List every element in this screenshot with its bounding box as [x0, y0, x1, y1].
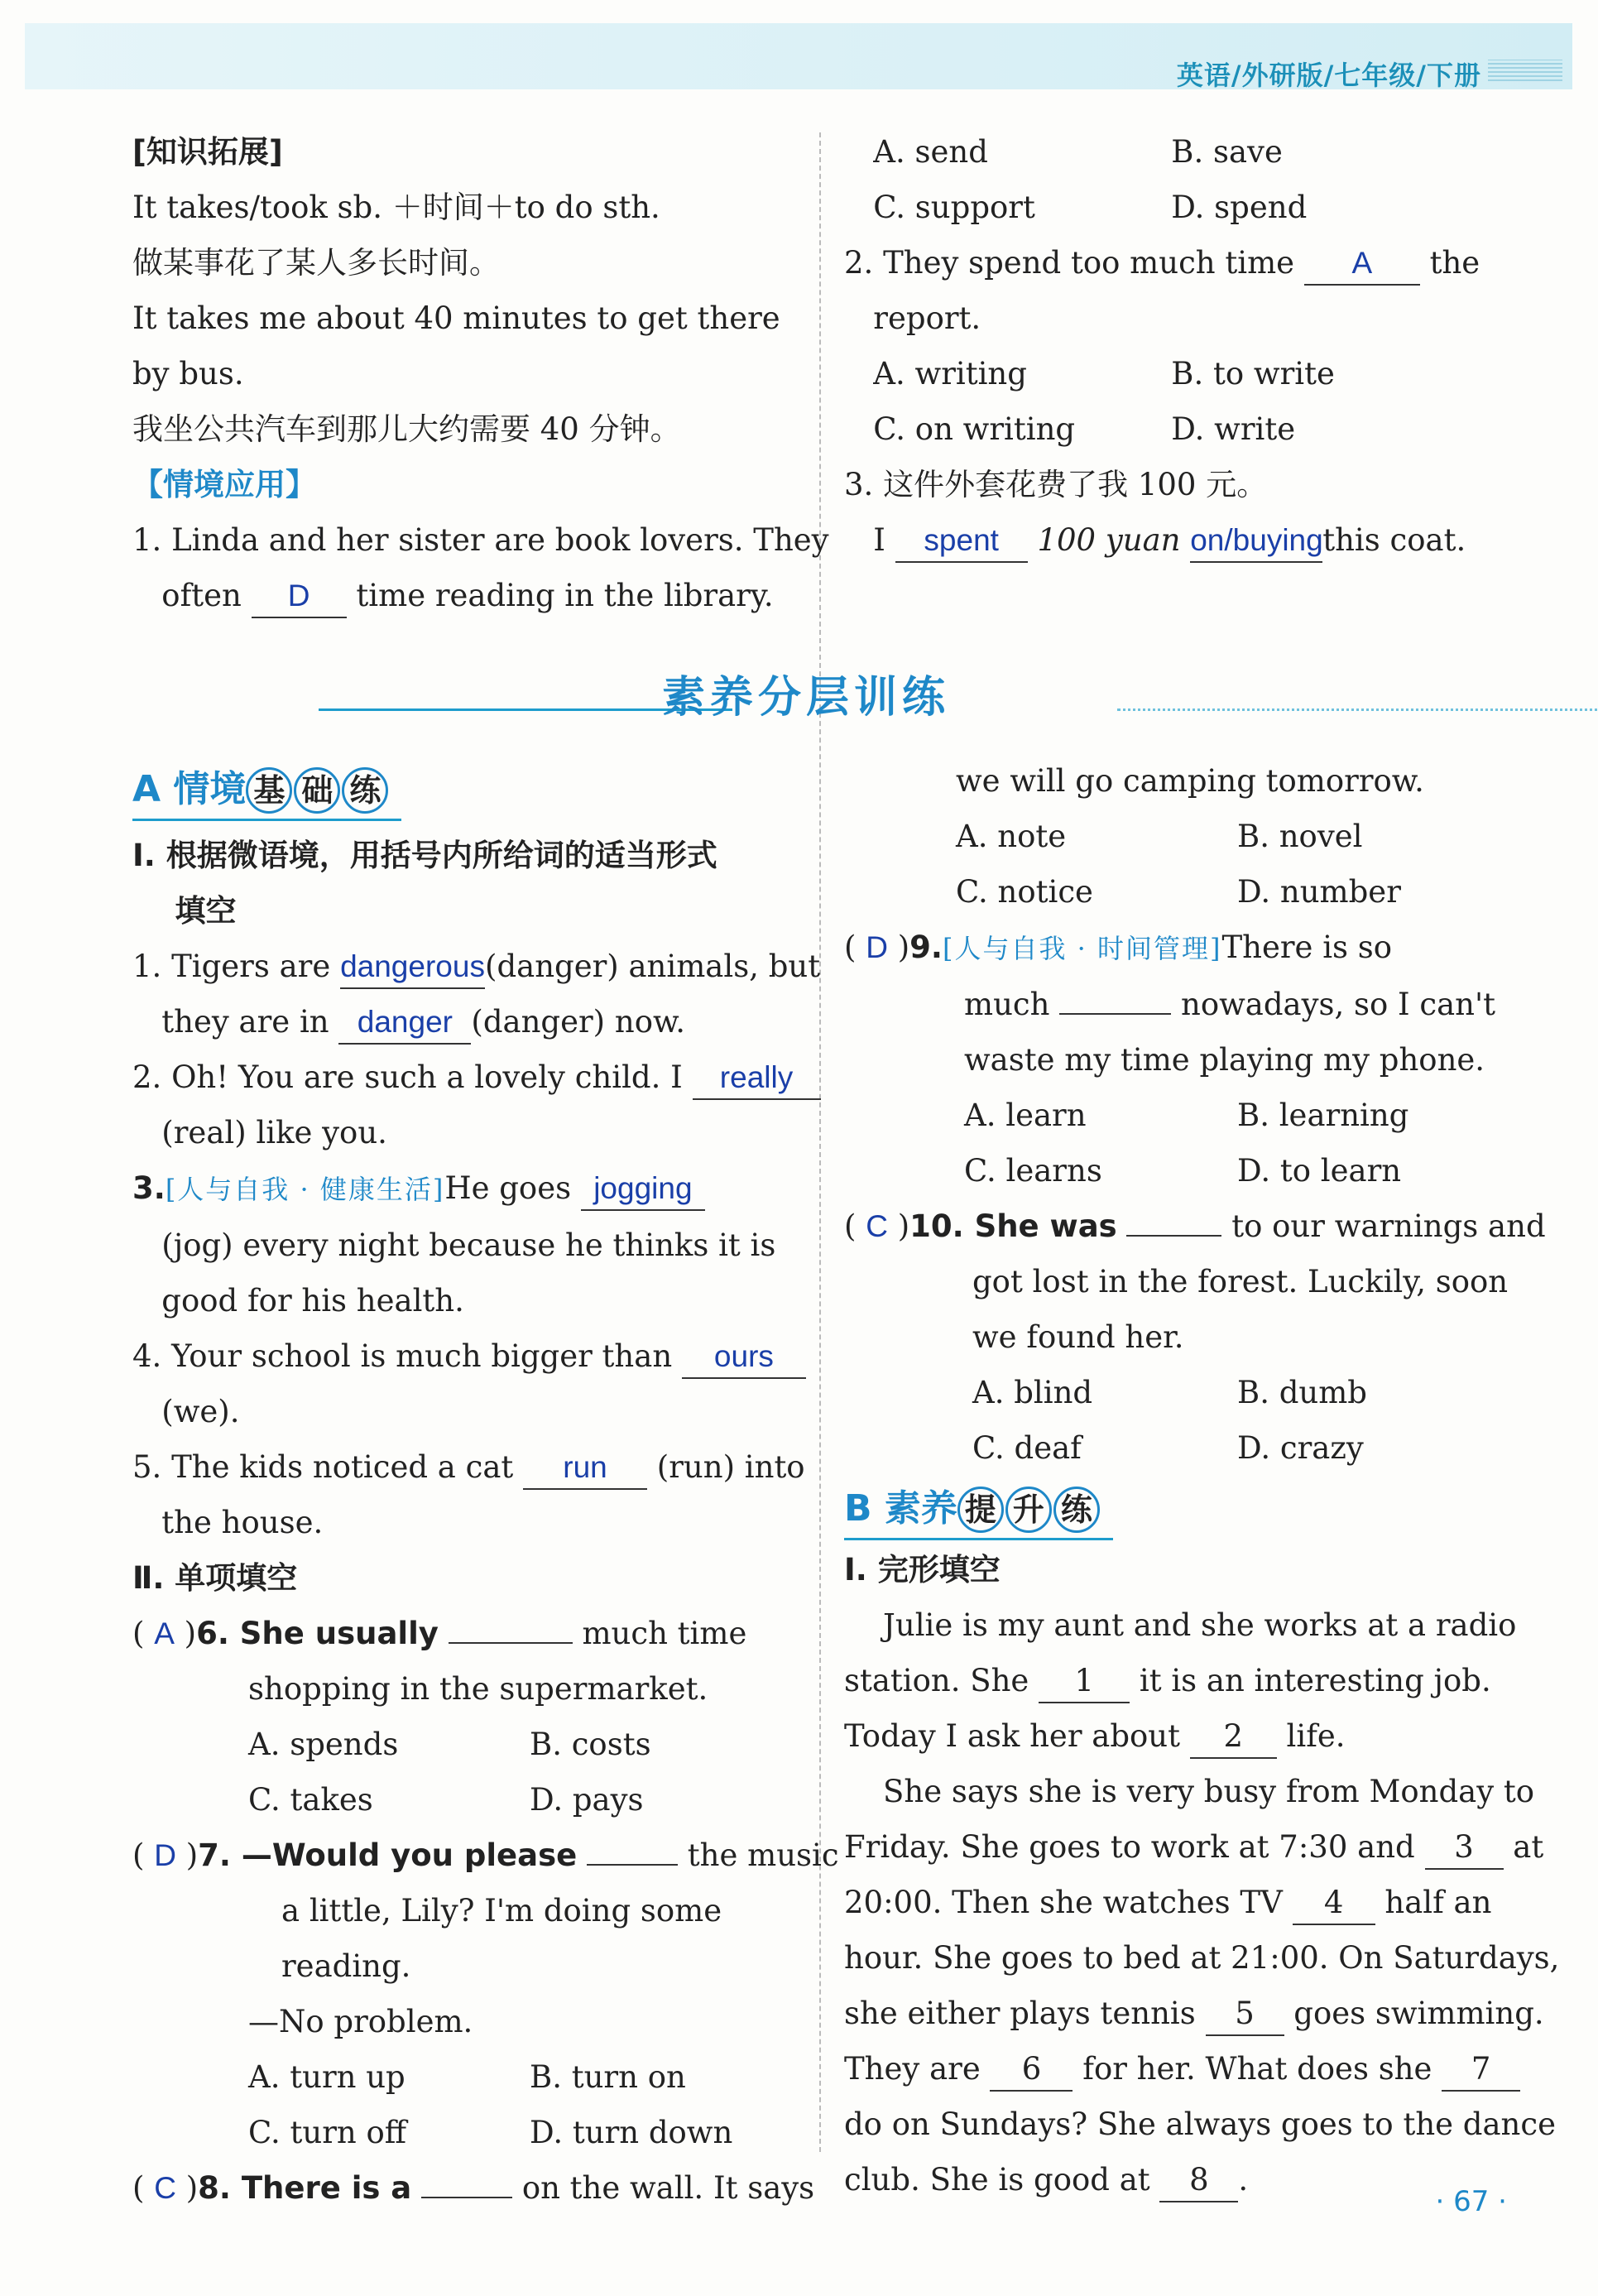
section-a-title: A 情境 — [132, 768, 247, 810]
options-row — [844, 1088, 1506, 1143]
answer-blank[interactable]: D — [252, 575, 347, 618]
text: 4. Your school is much bigger than — [132, 1338, 673, 1374]
text: —No problem. — [248, 2004, 473, 2039]
question-line — [132, 1218, 794, 1273]
answer-blank[interactable]: ours — [682, 1336, 806, 1379]
options-row — [844, 1420, 1506, 1476]
text: we will go camping tomorrow. — [956, 763, 1424, 799]
answer-blank[interactable]: on/buying — [1190, 520, 1322, 563]
text: they are in — [161, 1004, 329, 1040]
option[interactable]: D. number — [1237, 874, 1401, 910]
option[interactable]: B. dumb — [1237, 1375, 1367, 1410]
option[interactable]: D. crazy — [1237, 1430, 1364, 1466]
question-line — [132, 1273, 794, 1328]
option[interactable]: B. save — [1171, 134, 1283, 170]
blank[interactable] — [1126, 1235, 1221, 1237]
mc-question: ( D )9.[人与自我 · 时间管理]There is so — [844, 929, 1393, 965]
options-row — [844, 180, 1506, 235]
text: on the wall. It says — [521, 2170, 815, 2206]
cloze-blank[interactable]: 5 — [1206, 1993, 1284, 2036]
banner-title: 素养分层训练 — [662, 673, 951, 723]
text: There is so — [1221, 929, 1393, 965]
options-row — [844, 401, 1506, 457]
question-line — [844, 753, 1506, 809]
text: got lost in the forest. Luckily, soon — [972, 1264, 1509, 1299]
knowledge-line: by bus. — [132, 356, 244, 391]
question-line — [132, 1883, 794, 1938]
text: (run) into — [656, 1449, 805, 1485]
cloze-blank[interactable]: 2 — [1190, 1716, 1277, 1759]
circled-char: 练 — [1053, 1487, 1100, 1533]
question-line — [132, 1384, 794, 1439]
text: waste my time playing my phone. — [964, 1042, 1485, 1078]
mc-question: ( A )6. She usually much time — [132, 1616, 747, 1651]
text: (jog) every night because he thinks it is — [161, 1227, 776, 1263]
text: a little, Lily? I'm doing some — [281, 1893, 722, 1929]
question-line — [132, 1328, 794, 1384]
knowledge-line: 我坐公共汽车到那儿大约需要 40 分钟。 — [132, 411, 681, 447]
text: 9. — [909, 929, 943, 965]
text: much time — [582, 1616, 747, 1651]
banner-dots — [1117, 708, 1598, 711]
options-row — [132, 1717, 794, 1772]
text: good for his health. — [161, 1283, 464, 1319]
topic-tag: [人与自我 · 健康生活] — [165, 1174, 445, 1205]
option[interactable]: A. writing — [873, 356, 1027, 391]
text: 1. Tigers are — [132, 949, 331, 984]
knowledge-section — [132, 124, 829, 623]
cloze-line — [844, 1875, 1506, 1930]
answer-blank[interactable]: really — [693, 1057, 821, 1100]
text: (we). — [161, 1394, 240, 1429]
text: I — [873, 522, 885, 558]
text: at — [1513, 1829, 1544, 1865]
option[interactable]: C. turn off — [248, 2115, 407, 2150]
knowledge-heading: [知识拓展] — [132, 134, 283, 170]
text: much — [964, 987, 1050, 1022]
question-line — [844, 1254, 1509, 1309]
options-row — [844, 124, 1506, 180]
blank[interactable] — [587, 1864, 678, 1866]
text: 3. — [132, 1170, 166, 1206]
text: 6. She usually — [196, 1616, 439, 1651]
cloze-blank[interactable]: 7 — [1442, 2049, 1520, 2092]
question-line — [132, 1994, 794, 2049]
cloze-blank[interactable]: 1 — [1039, 1660, 1130, 1703]
text: (real) like you. — [161, 1115, 387, 1150]
text: to our warnings and — [1231, 1208, 1546, 1244]
book-title: 英语/外研版/七年级/下册 — [1176, 60, 1481, 91]
options-row — [844, 1143, 1506, 1198]
mc-answer[interactable]: A — [154, 1616, 175, 1650]
knowledge-line: 做某事花了某人多长时间。 — [132, 245, 500, 281]
text: time reading in the library. — [356, 578, 774, 613]
text: life. — [1286, 1718, 1346, 1754]
question-line — [132, 1495, 794, 1550]
blank[interactable] — [1059, 1013, 1171, 1015]
cloze-line — [844, 1819, 1544, 1875]
blank[interactable] — [449, 1642, 573, 1644]
text: this coat. — [1322, 522, 1466, 558]
cloze-line — [844, 1764, 1535, 1819]
option[interactable]: A. turn up — [248, 2059, 405, 2095]
option[interactable]: C. deaf — [972, 1430, 1082, 1466]
section-a-right — [844, 753, 1560, 2207]
cloze-blank[interactable]: 4 — [1293, 1882, 1375, 1925]
option[interactable]: D. to learn — [1237, 1153, 1402, 1189]
part-heading — [132, 883, 794, 939]
text: 20:00. Then she watches TV — [844, 1885, 1283, 1920]
knowledge-right — [844, 124, 1506, 568]
question-line — [132, 1938, 794, 1994]
text: 5. The kids noticed a cat — [132, 1449, 514, 1485]
options-row — [132, 2049, 794, 2105]
section-banner — [132, 662, 1498, 728]
circled-char: 础 — [294, 767, 340, 814]
question-line — [844, 977, 1506, 1032]
text: it is an interesting job. — [1139, 1663, 1491, 1698]
section-b-heading — [844, 1481, 1506, 1540]
option[interactable]: A. note — [956, 819, 1067, 854]
option[interactable]: C. on writing — [873, 411, 1076, 447]
text: she either plays tennis — [844, 1996, 1196, 2031]
text: often — [161, 578, 242, 613]
text: 填空 — [175, 893, 237, 929]
answer-blank[interactable]: spent — [895, 520, 1028, 563]
page-number: · 67 · — [1435, 2185, 1507, 2218]
option[interactable]: B. learning — [1237, 1098, 1409, 1133]
option[interactable]: B. novel — [1237, 819, 1363, 854]
header-band — [25, 23, 1572, 89]
option[interactable]: A. learn — [964, 1098, 1087, 1133]
question-line: 3. 这件外套花费了我 100 元。 — [844, 467, 1268, 502]
question-line — [132, 939, 821, 994]
section-a — [132, 761, 839, 2216]
text: (danger) now. — [471, 1004, 686, 1040]
option[interactable]: A. send — [873, 134, 988, 170]
question-line — [132, 1050, 794, 1105]
option[interactable]: C. notice — [956, 874, 1093, 910]
blank[interactable] — [421, 2197, 512, 2198]
text: we found her. — [972, 1319, 1184, 1355]
option[interactable]: D. pays — [530, 1782, 644, 1818]
circled-char: 练 — [342, 767, 388, 814]
text: 7. —Would you please — [198, 1837, 578, 1873]
cloze-blank[interactable]: 8 — [1159, 2159, 1238, 2202]
text: half an — [1384, 1885, 1492, 1920]
text: (danger) animals, but — [485, 949, 821, 984]
text: 10. She was — [909, 1208, 1117, 1244]
question-line: 1. Linda and her sister are book lovers. They — [132, 522, 829, 558]
cloze-line — [844, 2152, 1506, 2207]
text: Julie is my aunt and she works at a radio — [883, 1607, 1517, 1643]
option[interactable]: B. to write — [1171, 356, 1335, 391]
option[interactable]: D. write — [1171, 411, 1296, 447]
option[interactable]: C. takes — [248, 1782, 373, 1818]
text: report. — [873, 300, 981, 336]
options-row — [844, 809, 1506, 864]
option[interactable]: B. costs — [530, 1727, 651, 1762]
text: the — [1429, 245, 1480, 281]
text: Today I ask her about — [844, 1718, 1180, 1754]
question-line — [132, 994, 794, 1050]
question-line — [844, 1309, 1506, 1365]
text: club. She is good at — [844, 2162, 1150, 2198]
mc-question: ( C )8. There is a on the wall. It says — [132, 2170, 815, 2206]
circled-char: 升 — [1005, 1487, 1052, 1533]
text: goes swimming. — [1293, 1996, 1544, 2031]
option[interactable]: B. turn on — [530, 2059, 686, 2095]
question-line — [132, 568, 794, 623]
answer-blank[interactable]: jogging — [581, 1168, 705, 1211]
question-line — [844, 291, 1506, 346]
part-heading: Ⅰ. 根据微语境，用括号内所给词的适当形式 — [132, 838, 717, 873]
knowledge-line: It takes me about 40 minutes to get there — [132, 300, 780, 336]
text: 2. Oh! You are such a lovely child. I — [132, 1059, 683, 1095]
text: the music — [687, 1837, 839, 1873]
text: They are — [844, 2051, 981, 2087]
mc-answer[interactable]: D — [866, 930, 888, 964]
text: station. She — [844, 1663, 1029, 1698]
cloze-blank[interactable]: 3 — [1425, 1827, 1504, 1870]
text: shopping in the supermarket. — [248, 1671, 708, 1707]
cloze-line — [844, 1986, 1544, 2041]
answer-blank[interactable]: run — [523, 1447, 647, 1490]
mc-answer[interactable]: C — [154, 2171, 176, 2205]
topic-tag: [人与自我 · 时间管理] — [942, 933, 1222, 964]
text: She says she is very busy from Monday to — [883, 1774, 1535, 1809]
answer-blank[interactable]: A — [1304, 243, 1420, 286]
answer-blank[interactable]: dangerous — [340, 946, 485, 989]
cloze-blank[interactable]: 6 — [990, 2049, 1073, 2092]
options-row — [844, 864, 1506, 920]
question-line — [844, 235, 1506, 291]
text: . — [1238, 2162, 1249, 2198]
text: Friday. She goes to work at 7:30 and — [844, 1829, 1415, 1865]
question-line — [132, 1661, 794, 1717]
cloze-line — [844, 1597, 1517, 1653]
question-line — [132, 1105, 794, 1160]
option[interactable]: C. learns — [964, 1153, 1102, 1189]
mc-answer[interactable]: D — [154, 1838, 176, 1872]
section-b-title: B 素养 — [844, 1487, 957, 1530]
circled-char: 提 — [957, 1487, 1004, 1533]
options-row — [132, 1772, 794, 1828]
question-line — [132, 1439, 805, 1495]
options-row — [844, 346, 1506, 401]
options-row — [844, 1365, 1506, 1420]
text: He goes — [444, 1170, 572, 1206]
text: nowadays, so I can't — [1181, 987, 1496, 1022]
question-line — [132, 1160, 794, 1218]
option[interactable]: A. spends — [248, 1727, 399, 1762]
text: reading. — [281, 1948, 411, 1984]
option[interactable]: D. spend — [1171, 190, 1308, 225]
cloze-line — [844, 1653, 1506, 1708]
header-stripes — [1488, 60, 1562, 81]
apply-heading: 【情境应用】 — [132, 467, 316, 502]
mc-question: ( D )7. —Would you please the music — [132, 1837, 839, 1873]
text: 2. They spend too much time — [844, 245, 1295, 281]
text: for her. What does she — [1082, 2051, 1432, 2087]
option[interactable]: A. blind — [972, 1375, 1093, 1410]
part-heading: Ⅱ. 单项填空 — [132, 1560, 298, 1596]
mc-answer[interactable]: C — [866, 1209, 888, 1243]
cloze-line: hour. She goes to bed at 21:00. On Saturdays, — [844, 1940, 1560, 1976]
section-a-heading — [132, 761, 794, 821]
option[interactable]: C. support — [873, 190, 1035, 225]
answer-blank[interactable]: danger — [338, 1001, 471, 1045]
question-line — [844, 1032, 1506, 1088]
knowledge-line: It takes/took sb. ＋时间＋to do sth. — [132, 190, 660, 225]
part-heading: Ⅰ. 完形填空 — [844, 1552, 1001, 1588]
text: 100 yuan — [1037, 522, 1181, 558]
option[interactable]: D. turn down — [530, 2115, 733, 2150]
text: the house. — [161, 1505, 324, 1540]
mc-question: ( C )10. She was to our warnings and — [844, 1208, 1546, 1244]
text: 8. There is a — [198, 2170, 412, 2206]
circled-char: 基 — [246, 767, 292, 814]
cloze-line: do on Sundays? She always goes to the dance — [844, 2106, 1556, 2142]
cloze-line — [844, 1708, 1506, 1764]
question-line — [844, 512, 1506, 568]
cloze-line — [844, 2041, 1506, 2097]
options-row — [132, 2105, 794, 2160]
